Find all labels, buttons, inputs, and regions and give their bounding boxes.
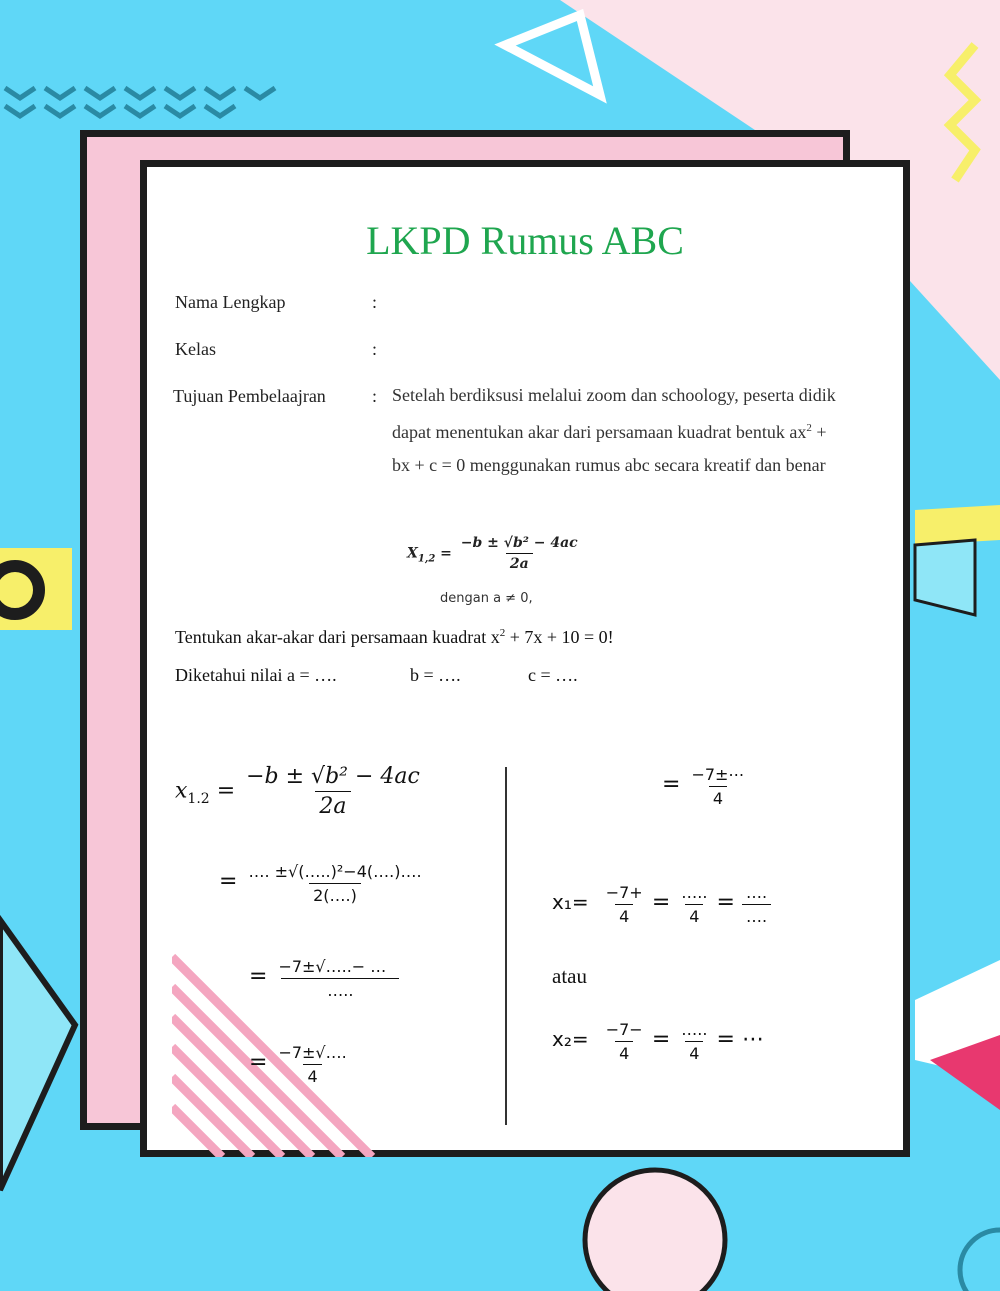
goal-line-1: Setelah berdiksusi melalui zoom dan schoology, peserta didik xyxy=(392,385,836,405)
abc-formula: $X_{1,2}$ = $\frac{\text{−b ± √b² − 4ac}}{2a}$ xyxy=(407,535,582,572)
name-colon: : xyxy=(372,292,378,312)
page-title: LKPD Rumus ABC xyxy=(366,218,684,263)
atau-text: atau xyxy=(552,964,587,988)
goal-line-3: bx + c = 0 menggunakan rumus abc secara kreatif dan benar xyxy=(392,455,826,475)
question-text: Tentukan akar-akar dari persamaan kuadrat $x^2 + 7x + 10 = 0$! xyxy=(175,627,614,647)
step-right-1: = $\frac{-7\pm\cdots}{4}$ xyxy=(662,765,745,808)
goal-colon: : xyxy=(372,386,378,406)
step-1: $x_{1.2}$ = $\frac{\text{−b ± √b² − 4ac}}{2a}$ xyxy=(175,764,420,819)
abc-numerator: −b ± √b² − 4ac xyxy=(460,535,578,551)
step-4: = $\frac{-7\pm√\dots.}{4}$ xyxy=(249,1043,347,1086)
goal-label: Tujuan Pembelaajran xyxy=(173,386,326,406)
known-c: c = …. xyxy=(528,665,578,685)
class-label: Kelas xyxy=(175,339,216,359)
class-colon: : xyxy=(372,339,378,359)
abc-denominator: 2a xyxy=(506,553,533,572)
x2-solution: x₂= $\frac{-7-}{4}$ = $\frac{\dots..}{4}$ = ⋯ xyxy=(552,1020,764,1063)
worksheet-page xyxy=(140,160,910,1157)
column-divider xyxy=(505,767,507,1125)
formula-condition: dengan a ≠ 0, xyxy=(440,591,533,606)
goal-text xyxy=(392,379,892,482)
goal-line-2: dapat menentukan akar dari persamaan kuadrat bentuk $ax^2$ + xyxy=(392,422,827,442)
step-2: = $\frac{\text{…. ±√(…..)²−4(….)….}}{2(\dots.)}$ xyxy=(219,862,422,905)
step-3: = $\frac{-7\pm√\dots..- \dots}{\dots..}$ xyxy=(249,957,406,1000)
known-b: b = …. xyxy=(410,665,461,685)
name-label: Nama Lengkap xyxy=(175,292,286,312)
known-a: Diketahui nilai a = …. xyxy=(175,665,337,685)
x1-solution: x₁= $\frac{-7+}{4}$ = $\frac{\dots..}{4}$ = $\frac{\dots.}{\dots.}$ xyxy=(552,883,771,926)
